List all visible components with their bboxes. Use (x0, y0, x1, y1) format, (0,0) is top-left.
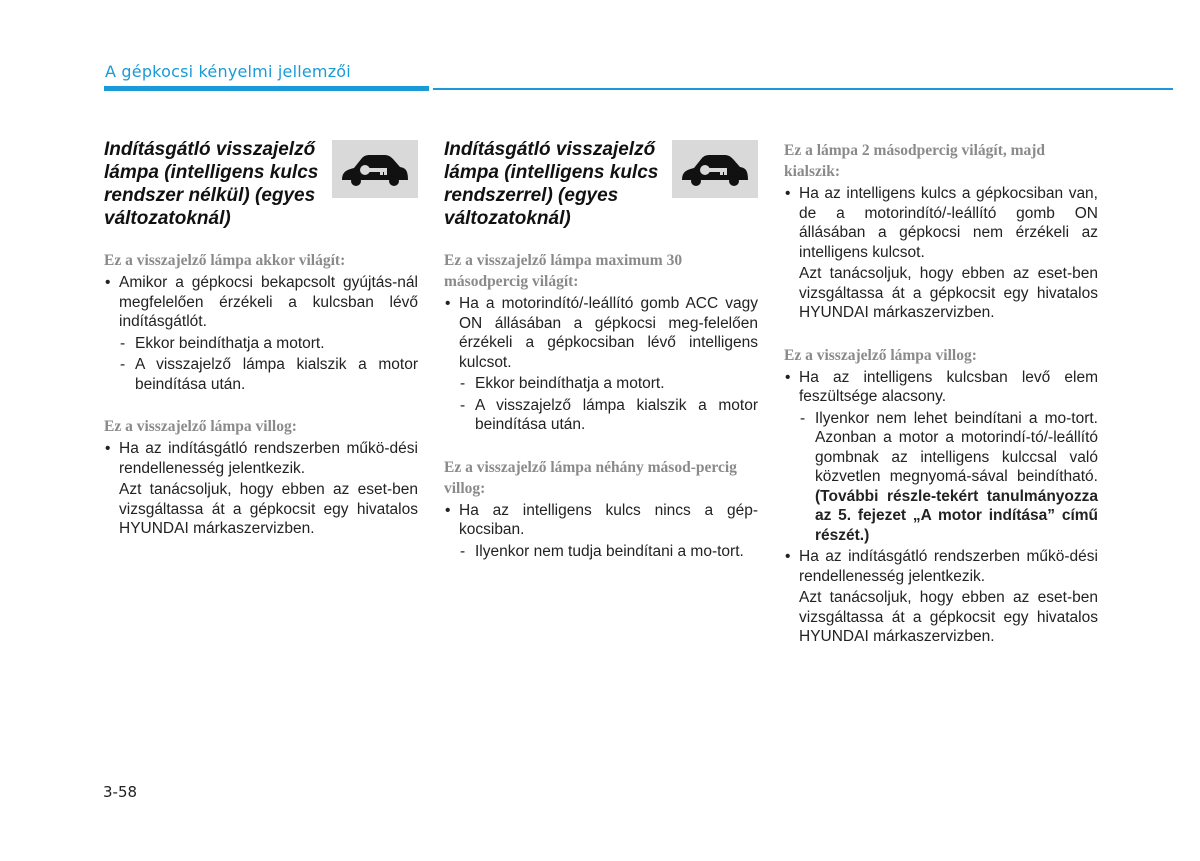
col1-s1-dash1: - Ekkor beindíthatja a motort. (120, 334, 325, 352)
car-key-icon (672, 140, 758, 198)
col1-s1-dash2: - A visszajelző lámpa kialszik a motor beindítása után. (120, 356, 418, 393)
col3-s1-paragraph: Azt tanácsoljuk, hogy ebben az eset-ben vizsgáltassa át a gépkocsit egy hivatalos HYUNDAI márkaszervizben. (799, 265, 1098, 321)
col3-s2-bullet: • Ha az intelligens kulcsban levő elem feszültsége alacsony. (785, 368, 1098, 405)
col2-section-title: Indításgátló visszajelző lámpa (intelligens kulcs rendszerrel) (egyes változatoknál) (444, 139, 659, 229)
col1-section2-heading: Ez a visszajelző lámpa villog: (104, 418, 297, 435)
col2-s1-dash2: - A visszajelző lámpa kialszik a motor beindítása után. (460, 396, 758, 433)
col1-section-title: Indításgátló visszajelző lámpa (intelligens kulcs rendszer nélkül) (egyes változatoknál) (104, 139, 319, 229)
col1-section1-heading: Ez a visszajelző lámpa akkor világít: (104, 252, 346, 269)
col2-s1-bullet: • Ha a motorindító/-leállító gomb ACC vagy ON állásában a gépkocsi meg-felelően érzékeli a gépkocsiban lévő intelligens kulcsot. (445, 295, 758, 371)
col2-section1-heading: Ez a visszajelző lámpa maximum 30 másodpercig világít: (444, 252, 683, 290)
col1-s2-bullet: • Ha az indításgátló rendszerben műkö-dési rendellenesség jelentkezik. (105, 440, 418, 477)
col2-s1-dash1: - Ekkor beindíthatja a motort. (460, 375, 665, 392)
col3-s2-paragraph: Azt tanácsoljuk, hogy ebben az eset-ben vizsgáltassa át a gépkocsit egy hivatalos HYUNDAI márkaszervizben. (799, 589, 1098, 645)
col3-s2-bullet2: • Ha az indításgátló rendszerben műkö-dési rendellenesség jelentkezik. (785, 548, 1098, 585)
col1-s2-paragraph: Azt tanácsoljuk, hogy ebben az eset-ben vizsgáltassa át a gépkocsit egy hivatalos HYUNDAI márkaszervizben. (119, 481, 418, 537)
header-rule-thin (433, 88, 1173, 90)
col2-s2-dash1: - Ilyenkor nem tudja beindítani a mo-tort. (460, 542, 744, 560)
column-3 (784, 138, 1098, 647)
col2-title-row (444, 138, 758, 250)
col1-s1-bullet: • Amikor a gépkocsi bekapcsolt gyújtás-nál megfelelően érzékeli a kulcsban lévő indításgátlót. (105, 274, 418, 330)
header-rule-thick (104, 86, 429, 91)
col3-s1-bullet: • Ha az intelligens kulcs a gépkocsiban van, de a motorindító/-leállító gomb ON állásában a gépkocsi nem érzékeli az intelligens kulcsot. (785, 185, 1098, 261)
col3-section1-heading: Ez a lámpa 2 másodpercig világít, majd kialszik: (784, 142, 1046, 180)
column-1 (104, 138, 418, 539)
car-key-icon (332, 140, 418, 198)
col2-s2-bullet: • Ha az intelligens kulcs nincs a gép-kocsiban. (445, 501, 758, 538)
col2-section2-heading: Ez a visszajelző lámpa néhány másod-percig villog: (444, 458, 737, 497)
page-header-title: A gépkocsi kényelmi jellemzői (105, 62, 351, 81)
col3-s2-dash1-bold: (További részle-tekért tanulmányozza az 5. fejezet „A motor indítása” című részét.) (815, 487, 1098, 544)
col3-section2-heading: Ez a visszajelző lámpa villog: (784, 346, 977, 364)
page-number: 3-58 (103, 783, 138, 801)
col1-title-row (104, 138, 418, 250)
column-2 (444, 138, 758, 561)
col3-s2-dash1: - Ilyenkor nem lehet beindítani a mo-tort. Azonban a motor a motorindí-tó/-leállító gombnak az intelligens kulccsal való közvetlen megnyomá-sával beindítható. (További részle-tekért tanulmányozza az 5. fejezet „A motor indítása” című részét.) (800, 409, 1098, 544)
